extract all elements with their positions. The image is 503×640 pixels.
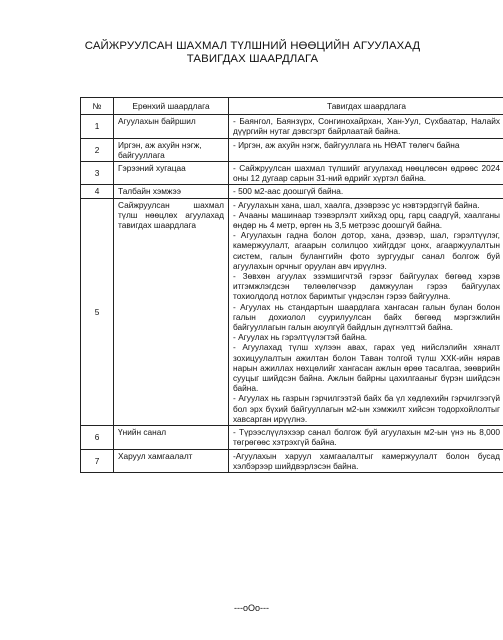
requirement-item: - Агуулах нь газрын гэрчилгээтэй байх ба үл хөдлөхийн гэрчилгээгүй бол эрх бүхий байгууллагын м2-ын хэмжилт хийсэн тодорхойлолтыг хавсарган ирүүлнэ. — [233, 393, 500, 424]
requirement-item: - Агуулах нь гэрэлтүүлэгтэй байна. — [233, 332, 368, 343]
requirement-item: -Агуулахын харуул хамгаалалтыг камержуулалт болон бусад хэлбэрээр шийдвэрлэсэн байна. — [233, 450, 500, 471]
table-body — [81, 115, 503, 473]
specific-requirement — [229, 162, 503, 185]
requirement-item: - Сайжруулсан шахмал түлшийг агуулахад нөөцлөсөн өдрөөс 2024 оны 12 дугаар сарын 31-ний өдрийг хүртэл байна. — [233, 163, 500, 184]
header-no: № — [81, 98, 114, 115]
row-number: 6 — [81, 426, 114, 449]
general-requirement: Харуул хамгаалалт — [114, 449, 229, 472]
table-row — [81, 426, 503, 449]
header-general: Ерөнхий шаардлага — [114, 98, 229, 115]
requirement-item: - Баянгол, Баянзүрх, Сонгинохайрхан, Хан-Уул, Сүхбаатар, Налайх дүүргийн нутаг дэвсгэрт байрлаатай байна. — [233, 116, 500, 137]
table-row — [81, 198, 503, 425]
general-requirement: Үнийн санал — [114, 426, 229, 449]
table-row — [81, 185, 503, 198]
row-number: 5 — [81, 198, 114, 425]
specific-requirement — [229, 426, 503, 449]
row-number: 3 — [81, 162, 114, 185]
document-footer: ---oOo--- — [234, 603, 269, 613]
requirement-item: - Агуулахын хана, шал, хаалга, дээврээс ус нэвтэрдэггүй байна. — [233, 199, 480, 210]
row-number: 2 — [81, 138, 114, 161]
requirement-item: - Агуулахын гадна болон дотор, хана, дээвэр, шал, гэрэлтүүлэг, камержуулалт, агаарын солилцоо хийгддэг цонх, агааржуулалтын систем, галын буланггийн фото зургуудыг санал болгож буй агуулахын орчныг оруулан авч ирүүлнэ. — [233, 230, 500, 271]
requirement-item: - Зөвхөн агуулах эзэмшигчтэй гэрээг байгуулах бөгөөд хэрэв итгэмжлэгдсэн төлөөлөгчээр дамжуулан гэрээ байгуулах тохиолдолд нотлох баримтыг үндэслэн гэрээ байгуулна. — [233, 271, 500, 302]
row-number: 1 — [81, 115, 114, 138]
requirement-item: - 500 м2-аас доошгүй байна. — [233, 186, 344, 197]
general-requirement: Агуулахын байршил — [114, 115, 229, 138]
requirement-item: - Иргэн, аж ахуйн нэгж, байгууллага нь НӨАТ төлөгч байна — [233, 139, 460, 150]
table-row — [81, 162, 503, 185]
requirement-item: - Агуулахад түлш хүлээн авах, гарах үед нийслэлийн хяналт зохицуулалтын ажилтан болон Таван толгой түлш ХХК-ийн нярав нарын ажиллах нөхцөлийг хангасан ажлын өрөө тасалгаа, зөөврийн сууцыг шийдсэн байна. Ажлын байрны цахилгааныг бүрэн шийдсэн байна. — [233, 342, 500, 394]
requirement-item: - Түрээслүүлэхээр санал болгож буй агуулахын м2-ын үнэ нь 8,000 төгрөгөөс хэтрэхгүй байна. — [233, 427, 500, 448]
general-requirement: Сайжруулсан шахмал түлш нөөцлөх агуулахад тавигдах шаардлага — [114, 198, 229, 425]
specific-requirement — [229, 138, 503, 161]
general-requirement: Иргэн, аж ахуйн нэгж, байгууллага — [114, 138, 229, 161]
title-line-1: САЙЖРУУЛСАН ШАХМАЛ ТҮЛШНИЙ НӨӨЦИЙН АГУУЛАХАД — [84, 40, 421, 52]
specific-requirement — [229, 449, 503, 472]
requirement-item: - Ачааны машинаар тээвэрлэлт хийхэд орц, гарц саадгүй, хаалганы өндөр нь 4 метр, өргөн нь 3,5 метрээс доошгүй байна. — [233, 209, 500, 231]
table-row — [81, 115, 503, 138]
specific-requirement — [229, 198, 503, 425]
specific-requirement — [229, 185, 503, 198]
table-row — [81, 138, 503, 161]
general-requirement: Талбайн хэмжээ — [114, 185, 229, 198]
title-line-2: ТАВИГДАХ ШААРДЛАГА — [186, 53, 319, 65]
header-specific: Тавигдах шаардлага — [229, 98, 503, 115]
general-requirement: Гэрээний хугацаа — [114, 162, 229, 185]
table-row — [81, 449, 503, 472]
specific-requirement — [229, 115, 503, 138]
requirements-table — [80, 97, 503, 473]
table-header-row — [81, 98, 503, 115]
row-number: 4 — [81, 185, 114, 198]
document-title — [40, 40, 465, 66]
requirement-item: - Агуулах нь стандартын шаардлага хангасан галын булан болон галын дохиолол суурилуулсан байх бөгөөд мэргэжлийн байгууллагын галын аюулгүй байдлын дүгнэлттэй байна. — [233, 301, 500, 333]
row-number: 7 — [81, 449, 114, 472]
